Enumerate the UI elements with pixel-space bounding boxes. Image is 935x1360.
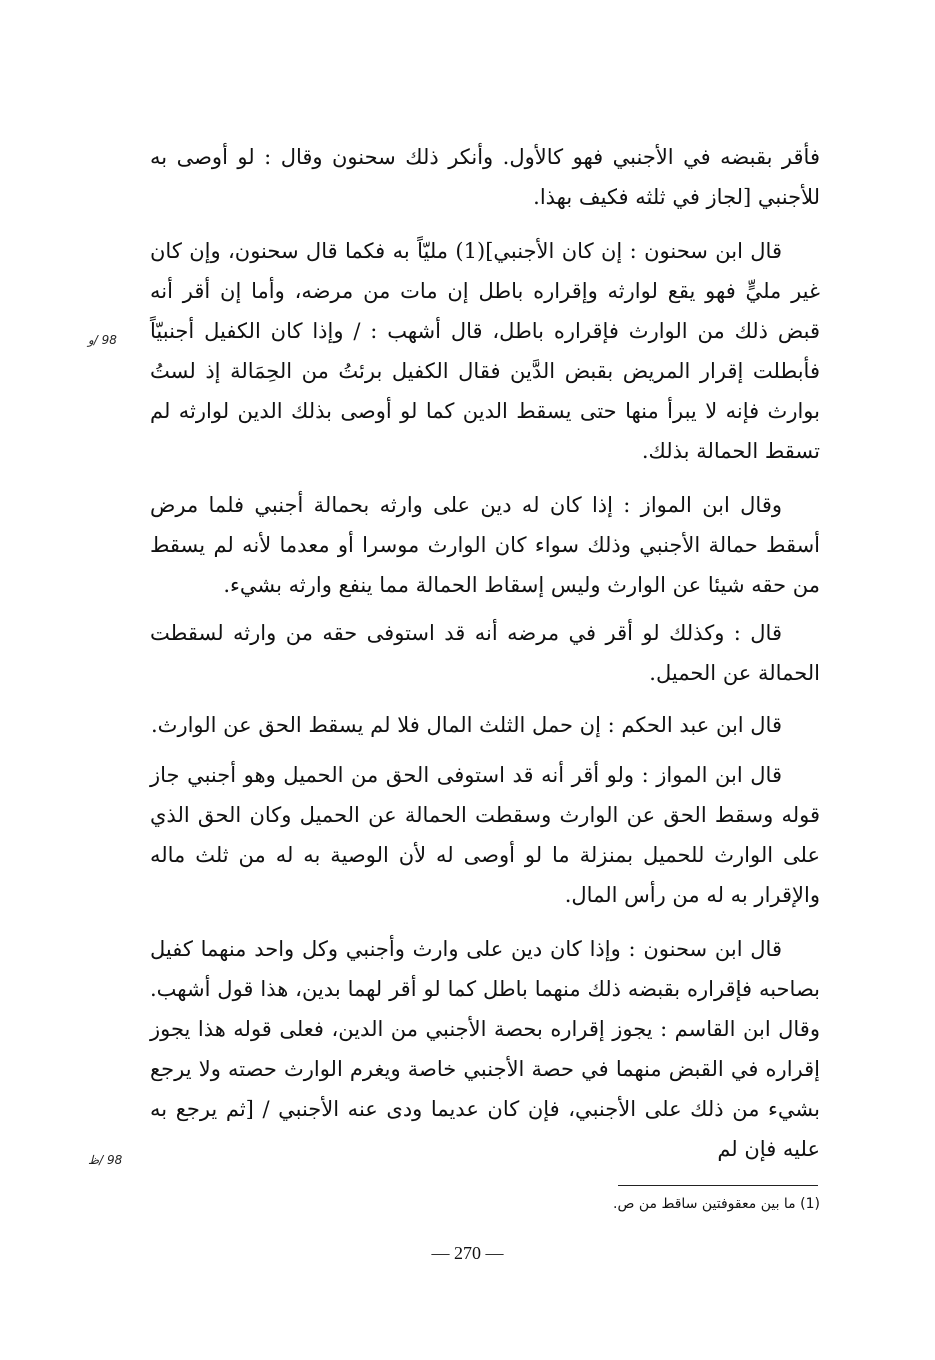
paragraph-1: فأقر بقبضه في الأجنبي فهو كالأول. وأنكر ذلك سحنون وقال : لو أوصى به للأجنبي [لجاز في ثلثه فكيف بهذا. bbox=[150, 145, 820, 209]
footnote-divider bbox=[618, 1185, 818, 1186]
paragraph-7: قال ابن سحنون : وإذا كان دين على وارث وأجنبي وكل واحد منهما كفيل بصاحبه فإقراره بقبضه ذلك منهما باطل كما لو أقر لهما بدين، هذا قول أشهب. وقال ابن القاسم : يجوز إقراره بحصة الأجنبي من الدين، فعلى قوله هذا يجوز إقراره في القبض منهما في حصة الأجنبي خاصة ويغرم الوارث حصته ولا يرجع بشيء من ذلك على الأجنبي، فإن كان عديما ودى عنه الأجنبي / [ثم يرجع به عليه فإن لم bbox=[150, 937, 820, 1161]
folio-note-verso: 98 /ظ bbox=[88, 1153, 123, 1167]
paragraph-2: قال ابن سحنون : إن كان الأجنبي](1) مليّاً به فكما قال سحنون، وإن كان غير مليٍّ فهو يقع لوارثه وإقراره باطل إن مات من مرضه، وأما إن أقر أنه قبض ذلك من الوارث فإقراره باطل، قال أشهب : / وإذا كان الكفيل أجنبيّاً فأبطلت إقرار المريض بقبض الدَّين فقال الكفيل برئتُ من الحِمَالة إذ لستُ بوارث فإنه لا يبرأ منها حتى يسقط الدين كما لو أوصى بذلك الدين لوارثه لم تسقط الحمالة بذلك. bbox=[150, 239, 820, 463]
folio-note-recto: 98 /و bbox=[88, 333, 117, 347]
paragraph-4: قال : وكذلك لو أقر في مرضه أنه قد استوفى حقه من وارثه لسقطت الحمالة عن الحميل. bbox=[150, 621, 820, 685]
main-text bbox=[150, 137, 820, 1169]
paragraph-6: قال ابن المواز : ولو أقر أنه قد استوفى الحق من الحميل وهو أجنبي جاز قوله وسقط الحق عن الوارث وسقطت الحمالة عن الحميل وكان الحق الذي على الوارث للحميل بمنزلة ما لو أوصى له لأن الوصية به له من ثلث ماله والإقرار به له من رأس المال. bbox=[150, 763, 820, 907]
paragraph-5: قال ابن عبد الحكم : إن حمل الثلث المال فلا لم يسقط الحق عن الوارث. bbox=[151, 713, 782, 737]
footnote: (1) ما بين معقوفتين ساقط من ص. bbox=[613, 1196, 820, 1212]
paragraph-3: وقال ابن المواز : إذا كان له دين على وارثه بحمالة أجنبي فلما مرض أسقط حمالة الأجنبي وذلك سواء كان الوارث موسرا أو معدما لأنه لم يسقط من حقه شيئا عن الوارث وليس إسقاط الحمالة مما ينفع وارثه بشيء. bbox=[150, 493, 820, 597]
page-number: — 270 — bbox=[431, 1243, 504, 1263]
